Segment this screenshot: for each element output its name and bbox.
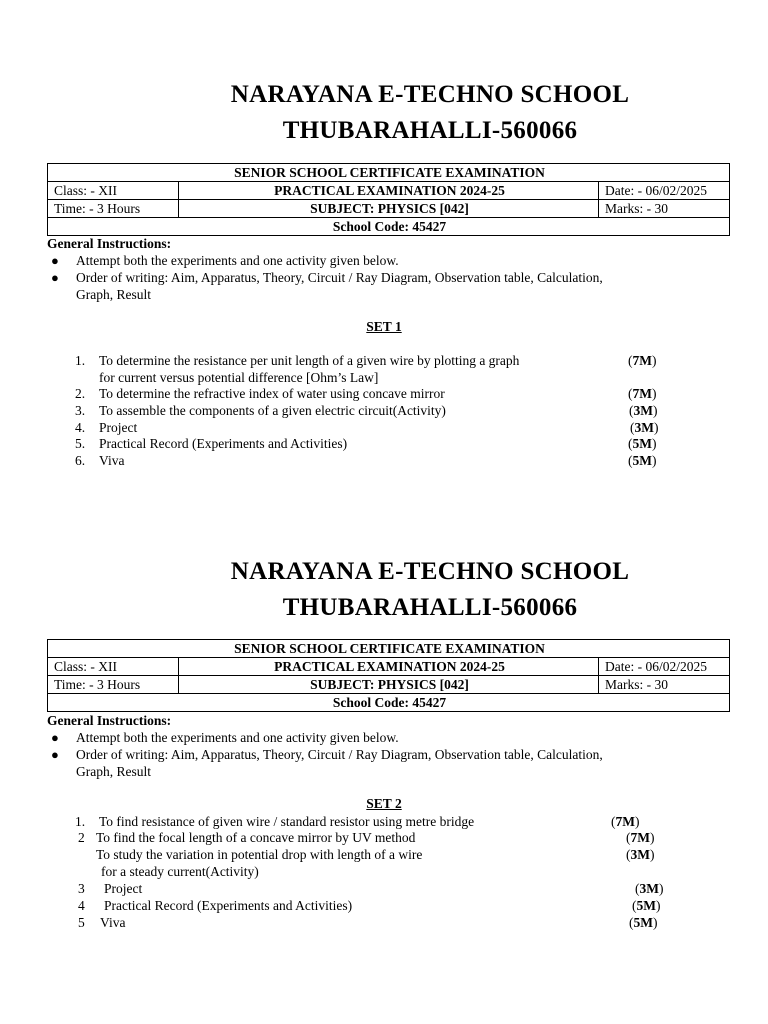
marks-label: (7M)	[628, 386, 657, 401]
time-cell: Time: - 3 Hours	[48, 676, 179, 694]
marks-label: (7M)	[611, 814, 640, 829]
date-cell: Date: - 06/02/2025	[599, 182, 730, 200]
school-name: NARAYANA E-TECHNO SCHOOL	[230, 81, 630, 108]
marks-label: (3M)	[629, 403, 658, 418]
school-address: THUBARAHALLI-560066	[282, 594, 578, 621]
question-item: 2. To determine the refractive index of water using concave mirror	[75, 386, 445, 401]
question-item: 4. Project	[75, 420, 138, 435]
general-instructions	[47, 235, 737, 303]
bullet-icon: ●	[51, 747, 59, 762]
bullet-icon: ●	[51, 730, 59, 745]
bullet-icon: ●	[51, 253, 59, 268]
instruction-item: ● Order of writing: Aim, Apparatus, Theory, Circuit / Ray Diagram, Observation table, Calculation, Graph, Result	[51, 747, 603, 779]
exam-title: SENIOR SCHOOL CERTIFICATE EXAMINATION	[48, 640, 730, 658]
marks-cell: Marks: - 30	[599, 200, 730, 218]
instructions-title: General Instructions:	[47, 713, 172, 728]
bullet-icon: ●	[51, 270, 59, 285]
question-item: 4 Practical Record (Experiments and Activities)	[78, 898, 353, 913]
question-item: 2 To find the focal length of a concave mirror by UV method	[78, 830, 416, 845]
exam-header-table	[47, 639, 730, 712]
exam-title: SENIOR SCHOOL CERTIFICATE EXAMINATION	[48, 164, 730, 182]
instructions-title: General Instructions:	[47, 236, 172, 251]
set-title: SET 2	[366, 796, 402, 811]
question-continuation: for current versus potential difference [Ohm’s Law]	[99, 370, 379, 385]
marks-label: (5M)	[628, 436, 657, 451]
practical-exam-cell: PRACTICAL EXAMINATION 2024-25	[179, 658, 599, 676]
question-item: 3 Project	[78, 881, 143, 896]
question-continuation: for a steady current(Activity)	[101, 864, 259, 879]
time-cell: Time: - 3 Hours	[48, 200, 179, 218]
question-item: 3. To assemble the components of a given electric circuit(Activity)	[75, 403, 446, 418]
marks-label: (5M)	[629, 915, 658, 930]
set-title: SET 1	[366, 319, 402, 334]
marks-label: (3M)	[626, 847, 655, 862]
marks-label: (3M)	[630, 420, 659, 435]
question-item: 5 Viva	[78, 915, 126, 930]
question-item: To study the variation in potential drop with length of a wire	[96, 847, 423, 862]
class-cell: Class: - XII	[48, 182, 179, 200]
question-item: 1. To find resistance of given wire / standard resistor using metre bridge	[75, 814, 475, 829]
instruction-item: ● Attempt both the experiments and one activity given below.	[51, 730, 399, 745]
marks-label: (5M)	[628, 453, 657, 468]
marks-label: (3M)	[635, 881, 664, 896]
marks-cell: Marks: - 30	[599, 676, 730, 694]
question-item: 6. Viva	[75, 453, 125, 468]
general-instructions	[47, 712, 737, 780]
marks-label: (5M)	[632, 898, 661, 913]
instruction-item: ● Attempt both the experiments and one activity given below.	[51, 253, 399, 268]
subject-cell: SUBJECT: PHYSICS [042]	[179, 676, 599, 694]
school-code-cell: School Code: 45427	[48, 694, 730, 712]
practical-exam-cell: PRACTICAL EXAMINATION 2024-25	[179, 182, 599, 200]
class-cell: Class: - XII	[48, 658, 179, 676]
marks-label: (7M)	[626, 830, 655, 845]
marks-label: (7M)	[628, 353, 657, 368]
question-item: 1. To determine the resistance per unit length of a given wire by plotting a graph	[75, 353, 520, 368]
instruction-item: ● Order of writing: Aim, Apparatus, Theory, Circuit / Ray Diagram, Observation table, Calculation, Graph, Result	[51, 270, 603, 302]
exam-header-table	[47, 163, 730, 236]
date-cell: Date: - 06/02/2025	[599, 658, 730, 676]
school-name: NARAYANA E-TECHNO SCHOOL	[230, 558, 630, 585]
question-item: 5. Practical Record (Experiments and Activities)	[75, 436, 348, 451]
subject-cell: SUBJECT: PHYSICS [042]	[179, 200, 599, 218]
school-code-cell: School Code: 45427	[48, 218, 730, 236]
school-address: THUBARAHALLI-560066	[282, 117, 578, 144]
